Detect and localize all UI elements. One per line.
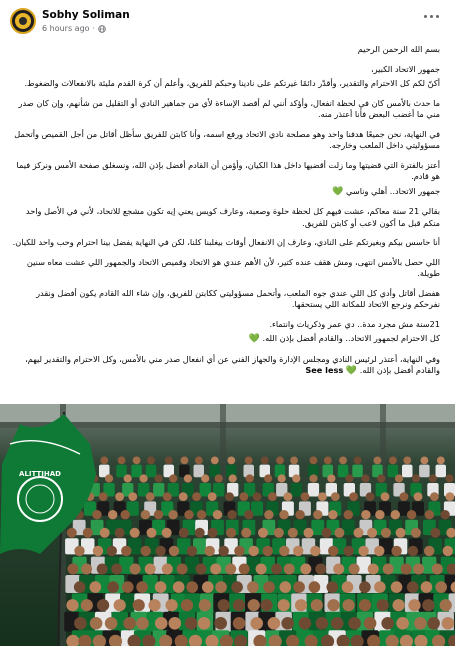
fan-head — [264, 474, 272, 482]
fan-head — [276, 457, 284, 465]
fan-head — [97, 599, 109, 611]
fan-head — [165, 457, 173, 465]
fan-head — [377, 599, 389, 611]
fan-head — [315, 564, 326, 575]
fan-head — [211, 457, 219, 465]
fan-head — [107, 581, 119, 593]
fan-head — [214, 617, 227, 630]
fan-head — [115, 528, 125, 538]
fan-head — [299, 617, 312, 630]
fan-head — [229, 474, 237, 482]
fan-head — [316, 617, 329, 630]
fan-head — [187, 546, 197, 556]
fan-head — [349, 564, 360, 575]
fan-head — [391, 581, 403, 593]
fan-head — [247, 581, 259, 593]
fan-head — [179, 528, 189, 538]
fan-head — [344, 510, 353, 519]
fan-head — [124, 474, 132, 482]
fan-head — [403, 457, 411, 465]
post-paragraph: هفضل أقاتل وأدي كل اللي عندي جوه الملعب، وأتحمل مسؤوليتي ككابتن للفريق، وإن شاء الله القادم يكون أفضل ونقدر نفرحكم ونرجع الاتحاد للمكانة اللي يستحقها. — [36, 287, 440, 309]
fan-head — [107, 546, 117, 556]
fan-head — [195, 528, 205, 538]
fan-head — [234, 546, 244, 556]
fan-head — [432, 564, 443, 575]
fan-head — [201, 474, 209, 482]
fan-head — [407, 510, 416, 519]
fan-head — [300, 564, 311, 575]
fan-head — [421, 581, 433, 593]
fan-head — [133, 457, 141, 465]
fan-head — [130, 564, 141, 575]
fan-head — [198, 617, 211, 630]
fan-head — [225, 492, 234, 501]
fan-head — [374, 581, 386, 593]
fan-head — [239, 564, 250, 575]
fan-head — [239, 492, 248, 501]
fan-head — [115, 492, 124, 501]
fan-head — [67, 564, 78, 575]
fan-head — [133, 599, 145, 611]
fan-head — [446, 492, 455, 501]
fan-head — [202, 581, 214, 593]
fan-body — [153, 483, 164, 497]
post-paragraph: في النهاية، نحن جميعًا هدفنا واحد وهو مصلحة نادي الاتحاد ورفع اسمه، وأنا كابتن للفريق سأظل أقاتل من أجل القميص وأتحمل مسؤوليتي داخل الملعب وخارجه. — [14, 128, 440, 150]
fan-head — [136, 581, 148, 593]
flag-text: ALITTIHAD — [19, 470, 61, 478]
fan-head — [396, 617, 409, 630]
green-heart-icon: 💚 — [248, 334, 260, 344]
author-name[interactable]: Sobhy Soliman — [42, 9, 130, 21]
fan-head — [331, 492, 340, 501]
fan-head — [173, 581, 185, 593]
fan-head — [93, 546, 103, 556]
fan-head — [108, 510, 117, 519]
fan-head — [141, 546, 151, 556]
fan-head — [196, 564, 207, 575]
post-paragraph: بسم الله الرحمن الرحيم — [357, 44, 440, 54]
fan-head — [311, 599, 323, 611]
fan-head — [309, 581, 321, 593]
avatar-logo-center — [19, 17, 27, 25]
fan-head — [437, 457, 445, 465]
fan-head — [284, 564, 295, 575]
fan-head — [146, 492, 155, 501]
post-meta-separator: · — [92, 24, 96, 33]
post-meta — [42, 24, 106, 33]
fan-head — [215, 474, 223, 482]
fan-head — [208, 528, 218, 538]
fan-head — [281, 617, 294, 630]
fan-head — [261, 599, 273, 611]
fan-head — [304, 528, 314, 538]
fan-head — [268, 492, 277, 501]
post-photo[interactable] — [0, 404, 455, 646]
fan-head — [162, 528, 172, 538]
fan-head — [443, 546, 453, 556]
fan-head — [155, 581, 167, 593]
fan-head — [199, 599, 211, 611]
fan-head — [166, 599, 178, 611]
fan-head — [184, 474, 192, 482]
post-time[interactable]: 6 hours ago — [42, 24, 90, 33]
fan-head — [359, 599, 371, 611]
fan-head — [100, 528, 110, 538]
fan-head — [256, 564, 267, 575]
fan-head — [391, 510, 400, 519]
fan-head — [383, 564, 394, 575]
fan-head — [227, 457, 235, 465]
fan-head — [154, 510, 163, 519]
fan-head — [90, 617, 103, 630]
fan-head — [301, 492, 310, 501]
fan-head — [268, 617, 281, 630]
fan-head — [368, 564, 379, 575]
fan-head — [430, 492, 439, 501]
fan-head — [177, 564, 188, 575]
fan-head — [284, 492, 293, 501]
more-options-icon[interactable] — [423, 12, 441, 22]
fan-head — [169, 617, 182, 630]
fan-head — [324, 457, 332, 465]
fan-head — [359, 581, 371, 593]
post-body — [8, 40, 440, 386]
fan-head — [348, 617, 361, 630]
fan-head — [147, 457, 155, 465]
fan-head — [100, 457, 108, 465]
fan-head — [424, 546, 434, 556]
fan-head — [408, 599, 420, 611]
fan-head — [128, 492, 137, 501]
fan-head — [279, 510, 288, 519]
fan-head — [263, 581, 275, 593]
fan-head — [181, 457, 189, 465]
post-paragraph: 21سنة مش مجرد مدة.. دي عمر وذكريات وانتماء. — [269, 318, 440, 329]
author-avatar[interactable] — [10, 8, 36, 34]
fan-head — [414, 492, 423, 501]
fan-head — [92, 510, 101, 519]
fan-head — [226, 528, 236, 538]
fan-head — [293, 546, 303, 556]
fan-head — [263, 546, 273, 556]
fan-head — [389, 457, 397, 465]
fan-head — [186, 581, 198, 593]
green-heart-icon: 💚 — [345, 366, 358, 376]
fan-head — [422, 599, 434, 611]
fan-head — [361, 510, 370, 519]
fan-head — [358, 546, 368, 556]
fan-head — [225, 564, 236, 575]
fan-head — [181, 599, 193, 611]
fan-head — [81, 564, 92, 575]
fan-head — [278, 474, 286, 482]
fan-head — [121, 546, 131, 556]
post-paragraph: أكنّ لكم كل الاحترام والتقدير، وأقدّر دائمًا غيرتكم على نادينا وحبكم للفريق، وأعلم أن كرة القدم مليئة بالانفعالات والضغوط. — [24, 78, 440, 88]
fan-head — [147, 528, 157, 538]
fan-head — [374, 457, 382, 465]
fan-head — [313, 510, 322, 519]
fan-head — [411, 528, 421, 538]
fan-head — [192, 492, 201, 501]
fan-head — [249, 546, 259, 556]
post-paragraph: أنا حاسس بيكم وبغيرتكم على النادي، وعارف إن الانفعال أوقات بيغلبنا كلنا، لكن في النهاية يفضل بينا احترام وحب واحد للكيان. — [12, 237, 440, 247]
fan-head — [99, 492, 108, 501]
fan-head — [310, 546, 320, 556]
fan-head — [343, 546, 353, 556]
fan-body — [194, 465, 205, 478]
fan-head — [155, 546, 165, 556]
fan-head — [122, 581, 134, 593]
post-paragraph: كل الاحترام لجمهور الاتحاد.. والقادم أفضل بإذن الله. 💚 — [248, 333, 440, 344]
fan-head — [280, 581, 292, 593]
fan-head — [244, 510, 253, 519]
fan-head — [210, 564, 221, 575]
fan-head — [292, 474, 300, 482]
fan-head — [241, 528, 251, 538]
fan-head — [246, 474, 254, 482]
fan-head — [354, 457, 362, 465]
fan-head — [145, 564, 156, 575]
fan-head — [184, 510, 193, 519]
fan-head — [155, 617, 168, 630]
fan-head — [185, 617, 198, 630]
fan-head — [327, 474, 335, 482]
fan-head — [333, 564, 344, 575]
fan-head — [354, 528, 364, 538]
fan-head — [67, 528, 77, 538]
fan-head — [440, 599, 452, 611]
fan-head — [219, 546, 229, 556]
fan-head — [290, 457, 298, 465]
fan-head — [322, 528, 332, 538]
fan-head — [395, 474, 403, 482]
fan-head — [105, 617, 118, 630]
fan-body — [146, 465, 157, 478]
fan-head — [366, 492, 375, 501]
fan-head — [208, 492, 217, 501]
fan-head — [408, 546, 418, 556]
fan-head — [231, 581, 243, 593]
fan-head — [149, 599, 161, 611]
fan-head — [327, 581, 339, 593]
fans-crowd-image — [0, 404, 455, 646]
post-paragraph: وفي النهاية، أعتذر لرئيس النادي ومجلس الإدارة والجهاز الفني عن أي انفعال صدر مني بالأمس، وكل الاحترام والتقدير ليهم، والقادم أفضل بإذن الله. 💚 See less — [25, 353, 440, 376]
fan-head — [377, 474, 385, 482]
fan-head — [279, 546, 289, 556]
fan-head — [412, 474, 420, 482]
fan-body — [402, 465, 413, 478]
fan-head — [66, 599, 78, 611]
fan-head — [227, 510, 236, 519]
fan-head — [342, 581, 354, 593]
fan-head — [429, 474, 437, 482]
fan-head — [407, 581, 419, 593]
fan-head — [381, 528, 391, 538]
fan-head — [393, 599, 405, 611]
fan-head — [74, 546, 84, 556]
fan-head — [381, 492, 390, 501]
fan-head — [118, 457, 126, 465]
fan-head — [179, 492, 188, 501]
post-paragraph: اللي حصل بالأمس انتهى، ومش هقف عنده كتير، لأن الأهم عندي هو الاتحاد وقميص الاتحاد والجمهور اللي عشت معاه سنين طويلة. — [26, 256, 440, 278]
fan-head — [274, 528, 284, 538]
fan-head — [295, 510, 304, 519]
fan-head — [375, 510, 384, 519]
fan-head — [114, 599, 126, 611]
fan-body — [291, 483, 302, 497]
fan-head — [195, 457, 203, 465]
fan-head — [121, 510, 130, 519]
post-paragraph: أعتز بالفترة التي قضيتها وما زلت أقضيها داخل هذا الكيان، وأؤمن أن القادم أفضل بإذن الله، ونسغلق صفحة الأمس ونركز فيما هو قادم. — [16, 159, 440, 181]
fan-head — [293, 581, 305, 593]
fan-head — [310, 457, 318, 465]
fan-head — [140, 474, 148, 482]
fan-head — [349, 492, 358, 501]
fan-head — [328, 546, 338, 556]
fan-head — [123, 617, 136, 630]
fan-head — [248, 599, 260, 611]
post-paragraph: ما حدث بالأمس كان في لحظة انفعال، وأؤكد أنني لم أقصد الإساءة لأي من جماهير النادي أو التقليل من شأنهم، وإن كان صدر مني ما أغضب البعض فأنا أعتذر منه. — [18, 97, 440, 119]
fan-head — [81, 599, 93, 611]
fan-body — [308, 483, 319, 497]
fan-head — [218, 599, 230, 611]
fan-head — [233, 599, 245, 611]
fan-head — [155, 474, 163, 482]
fan-head — [83, 528, 93, 538]
fan-head — [258, 528, 268, 538]
fan-head — [345, 474, 353, 482]
fan-head — [440, 510, 449, 519]
fan-head — [213, 510, 222, 519]
fan-head — [367, 528, 377, 538]
fan-head — [339, 457, 347, 465]
globe-icon — [98, 25, 106, 33]
see-less-link[interactable]: See less — [305, 365, 344, 375]
fan-head — [141, 510, 150, 519]
fan-head — [136, 617, 149, 630]
fan-head — [396, 528, 406, 538]
fan-head — [278, 599, 290, 611]
fan-head — [331, 617, 344, 630]
fan-head — [250, 617, 263, 630]
fan-head — [364, 617, 377, 630]
fan-head — [111, 564, 122, 575]
fan-head — [105, 474, 113, 482]
fan-head — [334, 528, 344, 538]
green-heart-icon: 💚 — [332, 186, 344, 197]
fan-head — [168, 510, 177, 519]
fan-head — [288, 528, 298, 538]
fan-head — [261, 457, 269, 465]
fan-head — [253, 492, 262, 501]
fan-head — [435, 581, 447, 593]
fan-head — [327, 599, 339, 611]
fan-head — [169, 546, 179, 556]
fan-head — [442, 617, 455, 630]
fan-head — [381, 617, 394, 630]
fan-head — [446, 474, 454, 482]
fan-head — [413, 564, 424, 575]
fan-head — [233, 617, 246, 630]
fan-head — [74, 581, 86, 593]
fan-head — [421, 457, 429, 465]
fan-head — [245, 457, 253, 465]
fan-head — [197, 510, 206, 519]
fan-head — [343, 599, 355, 611]
fan-body — [436, 465, 447, 478]
fan-head — [391, 546, 401, 556]
fan-head — [162, 564, 173, 575]
fan-body — [338, 465, 349, 478]
fan-head — [427, 617, 440, 630]
fan-body — [131, 465, 142, 478]
fan-head — [425, 510, 434, 519]
post-paragraph: جمهور الاتحاد الكبير، — [371, 63, 440, 74]
fan-head — [361, 474, 369, 482]
post-header — [0, 0, 455, 40]
fan-head — [215, 581, 227, 593]
fan-head — [309, 474, 317, 482]
fan-head — [169, 474, 177, 482]
fan-head — [374, 546, 384, 556]
fan-body — [419, 465, 430, 478]
post-paragraph: بقالي 21 سنة معاكم، عشت فيهم كل لحظة حلوة وصعبة، وعارف كويس يعني إيه تكون مشجع للاتحاد، لأني في الأصل واحد منكم قبل ما أكون لاعب أو كابتن للفريق. — [25, 206, 440, 228]
fan-head — [318, 492, 327, 501]
fan-head — [401, 564, 412, 575]
fan-head — [295, 599, 307, 611]
fan-head — [205, 546, 215, 556]
fan-head — [328, 510, 337, 519]
fan-head — [90, 581, 102, 593]
fan-head — [74, 617, 87, 630]
fan-head — [163, 492, 172, 501]
fan-body — [352, 465, 363, 478]
fan-head — [271, 564, 282, 575]
fan-head — [414, 617, 427, 630]
fan-head — [400, 492, 409, 501]
post-paragraph: جمهور الاتحاد.. أهلي وناسي 💚 — [332, 185, 440, 197]
fan-head — [264, 510, 273, 519]
fan-head — [97, 564, 108, 575]
fan-head — [130, 528, 140, 538]
fan-head — [430, 528, 440, 538]
